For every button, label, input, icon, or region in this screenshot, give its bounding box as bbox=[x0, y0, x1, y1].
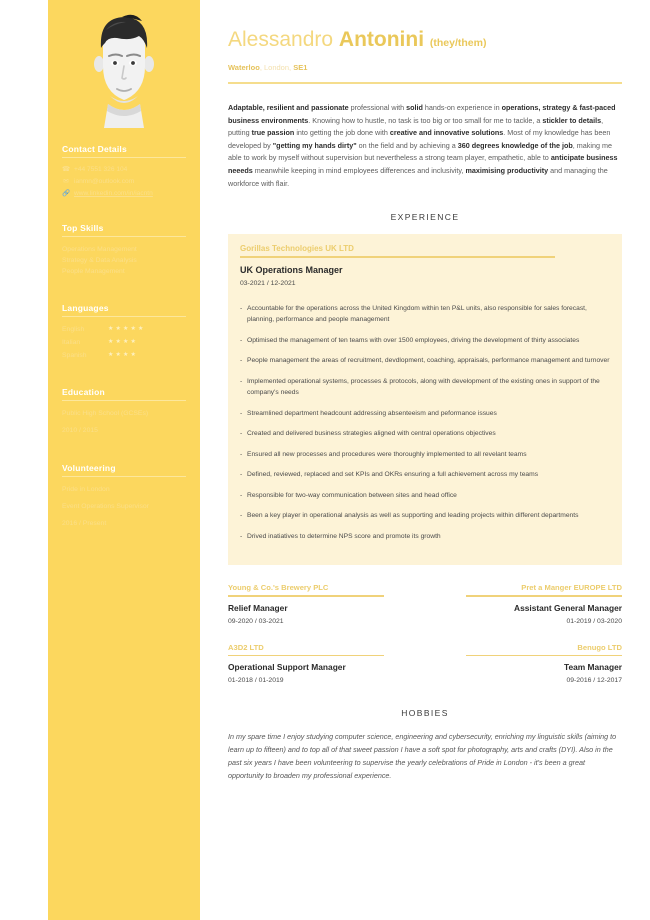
volunteering-title: Volunteering bbox=[62, 463, 116, 473]
responsibility-item: - Optimised the management of ten teams with over 1500 employees, driving the development of thirty associates bbox=[240, 335, 610, 347]
divider bbox=[62, 236, 186, 237]
contact-link-row[interactable] bbox=[62, 189, 186, 199]
summary-paragraph bbox=[228, 102, 622, 190]
summary-text: and managing the workforce with flair. bbox=[228, 165, 608, 188]
skill-item: People Management bbox=[62, 268, 125, 275]
language-row bbox=[62, 337, 186, 348]
skill-item: Operations Management bbox=[62, 246, 137, 253]
responsibility-item: - Created and delivered business strategies aligned with central operations objectives bbox=[240, 428, 610, 440]
volunteering-dates: 2016 / Present bbox=[62, 520, 107, 527]
summary-emphasis: "getting my hands dirty" bbox=[272, 140, 357, 150]
experience-row bbox=[228, 583, 622, 625]
address-sep: , bbox=[289, 63, 294, 72]
language-name: English bbox=[62, 326, 85, 333]
responsibility-item: - Responsible for two-way communication between sites and head office bbox=[240, 490, 610, 502]
divider bbox=[62, 157, 186, 158]
contact-section bbox=[48, 144, 200, 199]
portrait-illustration bbox=[48, 0, 200, 128]
volunteering-role: Event Operations Supervisor bbox=[62, 503, 149, 510]
skills-section bbox=[48, 223, 200, 277]
summary-text: hands-on experience in bbox=[422, 103, 502, 112]
address-area: Waterloo bbox=[228, 63, 260, 72]
language-row bbox=[62, 324, 186, 335]
summary-emphasis: anticipate business neeeds bbox=[228, 153, 618, 175]
company-name: Pret a Manger EUROPE LTD bbox=[521, 583, 622, 593]
star-icon: ★ bbox=[115, 352, 121, 358]
pronouns: (they/them) bbox=[429, 37, 487, 49]
job-dates: 09-2020 / 03-2021 bbox=[228, 617, 284, 625]
summary-text: , putting bbox=[228, 115, 604, 138]
summary-emphasis: maximising productivity bbox=[465, 165, 549, 175]
divider bbox=[62, 400, 186, 401]
responsibility-item: - Been a key player in operational analysis as well as supporting and leading projects within different departments bbox=[240, 510, 610, 522]
main-content bbox=[200, 0, 650, 920]
summary-emphasis: true passion bbox=[251, 128, 295, 138]
language-name: Spanish bbox=[62, 352, 87, 359]
company-name: A3D2 LTD bbox=[228, 642, 264, 652]
divider bbox=[240, 256, 555, 258]
education-dates: 2010 / 2015 bbox=[62, 427, 98, 434]
company-name: Young & Co.'s Brewery PLC bbox=[228, 583, 329, 593]
responsibility-item: - Accountable for the operations across the United Kingdom within ten P&L units, also responsible for sales forecast, planning, performance and people management bbox=[240, 303, 610, 326]
contact-phone-row[interactable] bbox=[62, 165, 186, 175]
responsibility-item: - Streamlined department headcount addressing absenteeism and peformance issues bbox=[240, 408, 610, 420]
profile-photo bbox=[48, 0, 200, 128]
star-icon: ★ bbox=[123, 352, 129, 358]
job-title: UK Operations Manager bbox=[240, 264, 343, 275]
education-title: Education bbox=[62, 387, 105, 397]
hobbies-section-title: HOBBIES bbox=[401, 708, 449, 719]
star-icon: ★ bbox=[138, 326, 144, 332]
job-dates: 01-2019 / 03-2020 bbox=[566, 617, 622, 625]
star-icon: ★ bbox=[115, 339, 121, 345]
experience-row bbox=[228, 643, 622, 685]
first-name: Alessandro bbox=[228, 28, 334, 51]
education-school: Public High School (GCSEs) bbox=[62, 410, 149, 417]
summary-emphasis: creative and innovative solutions bbox=[389, 128, 504, 138]
summary-emphasis: stickler to details bbox=[542, 115, 602, 125]
summary-text: on the field and by achieving a bbox=[356, 140, 458, 150]
star-icon: ★ bbox=[130, 352, 136, 358]
job-title: Team Manager bbox=[563, 662, 622, 673]
divider bbox=[466, 595, 622, 597]
volunteering-section bbox=[48, 463, 200, 530]
job-dates: 03-2021 / 12-2021 bbox=[240, 279, 296, 287]
language-rating bbox=[108, 327, 143, 332]
divider bbox=[62, 316, 186, 317]
envelope-icon: ✉ bbox=[63, 178, 69, 185]
star-icon: ★ bbox=[108, 352, 114, 358]
language-name: Italian bbox=[62, 339, 81, 346]
experience-entry bbox=[439, 643, 622, 685]
summary-emphasis: 360 degrees knowledge of the job bbox=[457, 140, 573, 150]
skills-title: Top Skills bbox=[62, 223, 104, 233]
skill-item: Strategy & Data Analysis bbox=[62, 257, 137, 264]
job-title: Relief Manager bbox=[228, 602, 288, 613]
address-sep: , bbox=[259, 63, 264, 72]
summary-text: , making me able to work by myself without supervision but nevertheless a strong team player, empathetic, able to bbox=[228, 140, 612, 163]
divider bbox=[466, 655, 622, 657]
responsibility-list bbox=[240, 303, 610, 543]
star-icon: ★ bbox=[108, 326, 114, 332]
phone-value: +44 7551 326 104 bbox=[74, 166, 128, 173]
link-icon: 🔗 bbox=[62, 190, 71, 197]
summary-emphasis: solid bbox=[406, 103, 423, 112]
summary-emphasis: operations, strategy & fast-paced business environments bbox=[228, 103, 616, 125]
hobbies-paragraph: In my spare time I enjoy studying computer science, engineering and cybersecurity, enriching my linguistic skills (aiming to learn up to fifteen) and to top all of that sweet passion I have a soft spot for photography, arts and crafts (DYI). Also in the past six years I have been volunteering to supervise the yearly celebrations of Pride in London - it's been a great opportunity to broaden my professional experience. bbox=[228, 732, 617, 781]
language-rating bbox=[108, 340, 136, 345]
summary-text: . Knowing how to hustle, no task is too big or too small for me to tackle, a bbox=[308, 115, 543, 125]
responsibility-item: - People management the areas of recruitment, devdlopment, coaching, appraisals, performance management and turnover bbox=[240, 355, 610, 367]
linkedin-value: www.linkedin.com/in/iacntn bbox=[74, 190, 153, 197]
sidebar bbox=[48, 0, 200, 920]
address bbox=[228, 63, 622, 72]
last-name: Antonini bbox=[338, 28, 425, 51]
star-icon: ★ bbox=[130, 326, 136, 332]
responsibility-item: - Implemented operational systems, processes & protocols, along with development of the existing ones in support of the company's needs bbox=[240, 376, 610, 399]
job-dates: 09-2016 / 12-2017 bbox=[566, 677, 622, 685]
phone-icon: ☎ bbox=[62, 166, 71, 173]
star-icon: ★ bbox=[108, 339, 114, 345]
star-icon: ★ bbox=[130, 339, 136, 345]
education-section bbox=[48, 387, 200, 437]
divider bbox=[228, 595, 384, 597]
language-rating bbox=[108, 353, 136, 358]
experience-section-title: EXPERIENCE bbox=[390, 212, 460, 223]
company-name: Benugo LTD bbox=[577, 642, 622, 652]
featured-experience bbox=[228, 234, 622, 565]
job-title: Operational Support Manager bbox=[228, 662, 346, 673]
job-title: Assistant General Manager bbox=[514, 602, 622, 613]
responsibility-item: - Defined, reviewed, replaced and set KPIs and OKRs ensuring a full achievement across my teams bbox=[240, 469, 610, 481]
star-icon: ★ bbox=[115, 326, 121, 332]
contact-title: Contact Details bbox=[62, 144, 127, 154]
language-row bbox=[62, 350, 186, 361]
star-icon: ★ bbox=[123, 339, 129, 345]
responsibility-item: - Ensured all new processes and procedures were thoroughly implemented to all revelant teams bbox=[240, 449, 610, 461]
experience-entry bbox=[439, 583, 622, 625]
address-postcode: SE1 bbox=[293, 63, 308, 72]
page-title bbox=[228, 28, 622, 55]
languages-section bbox=[48, 303, 200, 361]
divider bbox=[62, 476, 186, 477]
summary-emphasis: Adaptable, resilient and passionate bbox=[228, 103, 349, 112]
experience-entry bbox=[228, 583, 411, 625]
star-icon: ★ bbox=[123, 326, 129, 332]
divider bbox=[228, 655, 384, 657]
summary-text: . Most of my knowledge has been developed by bbox=[228, 128, 611, 150]
job-dates: 01-2018 / 01-2019 bbox=[228, 677, 284, 685]
header-divider bbox=[228, 82, 622, 84]
summary-text: meanwhile keeping in mind employees differences and inclusivity, bbox=[252, 165, 466, 175]
volunteering-org: Pride in London bbox=[62, 486, 110, 493]
languages-title: Languages bbox=[62, 303, 109, 313]
contact-email-row[interactable] bbox=[62, 177, 186, 187]
experience-entry bbox=[228, 643, 411, 685]
responsibility-item: - Drived inatiatives to determine NPS score and promote its growth bbox=[240, 531, 610, 543]
summary-text: professional with bbox=[348, 103, 407, 112]
summary-text: into getting the job done with bbox=[294, 128, 390, 138]
company-name: Gorillas Technologies UK LTD bbox=[240, 244, 354, 254]
address-city: London bbox=[263, 63, 290, 72]
email-value: ianmn@outlook.com bbox=[74, 178, 135, 185]
